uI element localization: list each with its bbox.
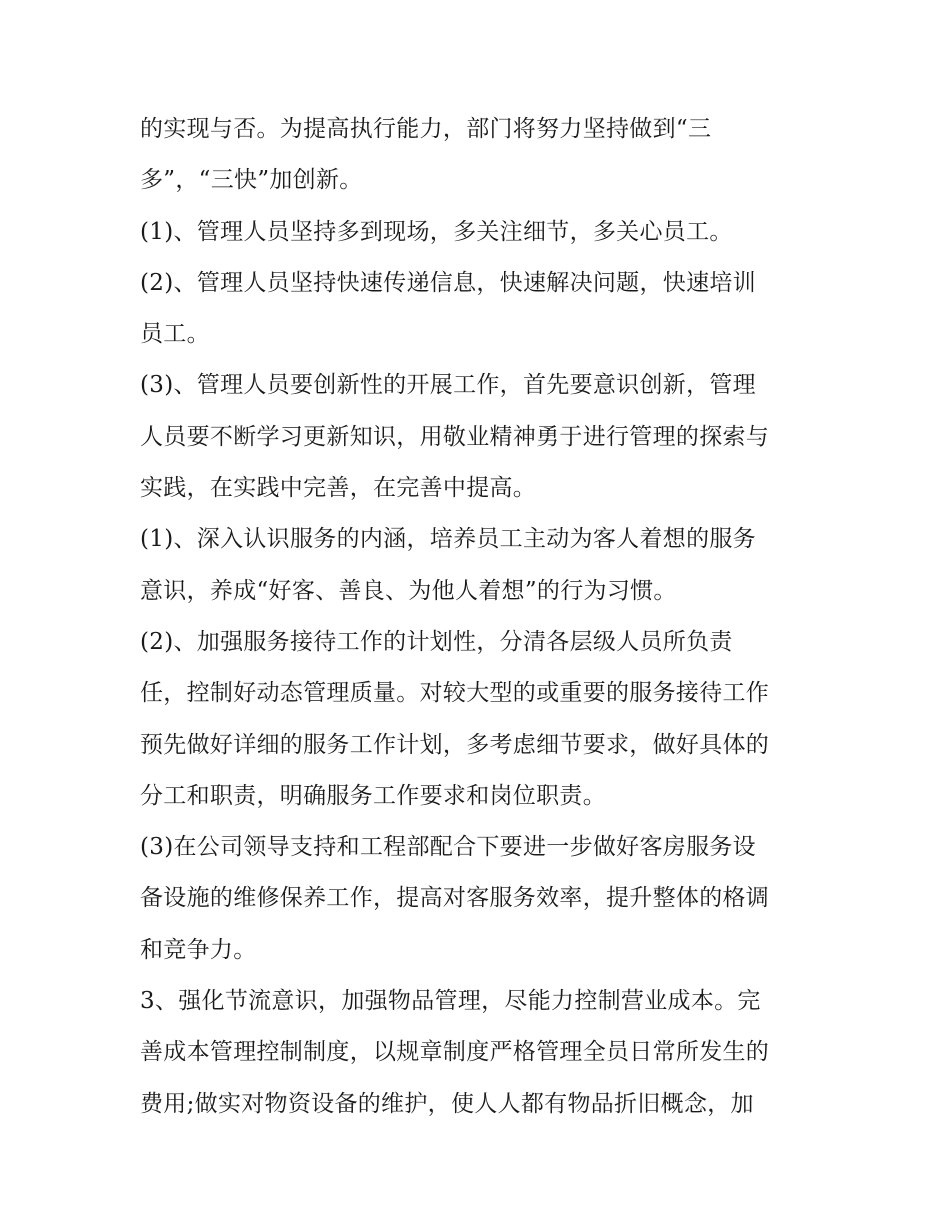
document-body <box>140 104 820 1130</box>
text-line: 任，控制好动态管理质量。对较大型的或重要的服务接待工作 <box>140 680 770 707</box>
text-line: 实践，在实践中完善，在完善中提高。 <box>140 475 537 502</box>
text-line: 3、强化节流意识，加强物品管理，尽能力控制营业成本。完 <box>140 988 761 1015</box>
text-line: 善成本管理控制制度，以规章制度严格管理全员日常所发生的 <box>140 1039 770 1066</box>
text-line: (2)、管理人员坚持快速传递信息，快速解决问题，快速培训 <box>140 269 756 296</box>
text-line: (3)、管理人员要创新性的开展工作，首先要意识创新，管理 <box>140 372 756 399</box>
text-line: 费用;做实对物资设备的维护，使人人都有物品折旧概念，加 <box>140 1090 754 1117</box>
text-line: 的实现与否。为提高执行能力，部门将努力坚持做到“三 <box>140 116 712 142</box>
text-line: (1)、深入认识服务的内涵，培养员工主动为客人着想的服务 <box>140 526 756 553</box>
text-line: 分工和职责，明确服务工作要求和岗位职责。 <box>140 782 606 809</box>
text-line: (1)、管理人员坚持多到现场，多关注细节，多关心员工。 <box>140 218 733 245</box>
text-line: 和竞争力。 <box>140 936 257 963</box>
text-line: 备设施的维修保养工作，提高对客服务效率，提升整体的格调 <box>140 885 770 912</box>
text-line: 预先做好详细的服务工作计划，多考虑细节要求，做好具体的 <box>140 731 770 758</box>
text-line: (3)在公司领导支持和工程部配合下要进一步做好客房服务设 <box>140 834 756 861</box>
text-line: (2)、加强服务接待工作的计划性，分清各层级人员所负责 <box>140 628 733 655</box>
text-line: 意识，养成“好客、善良、为他人着想”的行为习惯。 <box>140 577 677 604</box>
text-line: 员工。 <box>140 321 210 348</box>
text-line: 多”，“三快”加创新。 <box>140 167 363 194</box>
text-line: 人员要不断学习更新知识，用敬业精神勇于进行管理的探索与 <box>140 423 770 450</box>
